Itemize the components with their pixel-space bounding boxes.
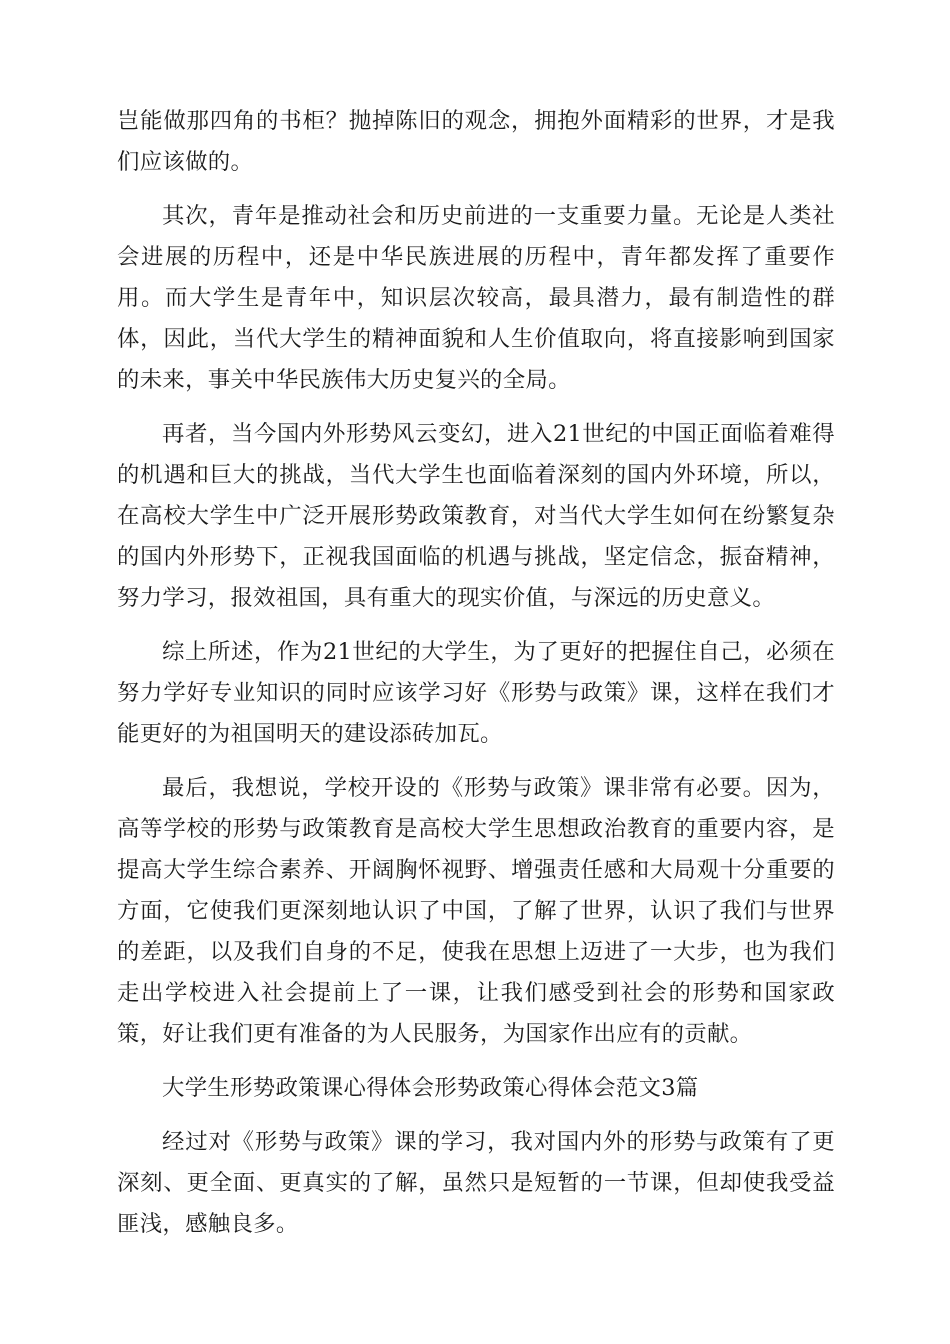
document-body (117, 101, 835, 1258)
paragraph-youth-force: 其次，青年是推动社会和历史前进的一支重要力量。无论是人类社会进展的历程中，还是中华民族进展的历程中，青年都发挥了重要作用。而大学生是青年中，知识层次较高，最具潜力，最有制造性的群体，因此，当代大学生的精神面貌和人生价值取向，将直接影响到国家的未来，事关中华民族伟大历史复兴的全局。 (117, 203, 835, 393)
paragraph-situation: 再者，当今国内外形势风云变幻，进入21世纪的中国正面临着难得的机遇和巨大的挑战，当代大学生也面临着深刻的国内外环境，所以，在高校大学生中广泛开展形势政策教育，对当代大学生如何在纷繁复杂的国内外形势下，正视我国面临的机遇与挑战，坚定信念，振奋精神，努力学习，报效祖国，具有重大的现实价值，与深远的历史意义。 (117, 421, 835, 611)
paragraph-summary: 综上所述，作为21世纪的大学生，为了更好的把握住自己，必须在努力学好专业知识的同时应该学习好《形势与政策》课，这样在我们才能更好的为祖国明天的建设添砖加瓦。 (117, 639, 835, 747)
paragraph-continuation: 岂能做那四角的书柜？抛掉陈旧的观念，拥抱外面精彩的世界，才是我们应该做的。 (117, 108, 835, 175)
section-title: 大学生形势政策课心得体会形势政策心得体会范文3篇 (162, 1075, 699, 1101)
paragraph-intro: 经过对《形势与政策》课的学习，我对国内外的形势与政策有了更深刻、更全面、更真实的了解，虽然只是短暂的一节课，但却使我受益匪浅，感触良多。 (117, 1129, 835, 1237)
paragraph-finally: 最后，我想说，学校开设的《形势与政策》课非常有必要。因为，高等学校的形势与政策教育是高校大学生思想政治教育的重要内容，是提高大学生综合素养、开阔胸怀视野、增强责任感和大局观十分重要的方面，它使我们更深刻地认识了中国，了解了世界，认识了我们与世界的差距，以及我们自身的不足，使我在思想上迈进了一大步，也为我们走出学校进入社会提前上了一课，让我们感受到社会的形势和国家政策，好让我们更有准备的为人民服务，为国家作出应有的贡献。 (117, 775, 835, 1047)
